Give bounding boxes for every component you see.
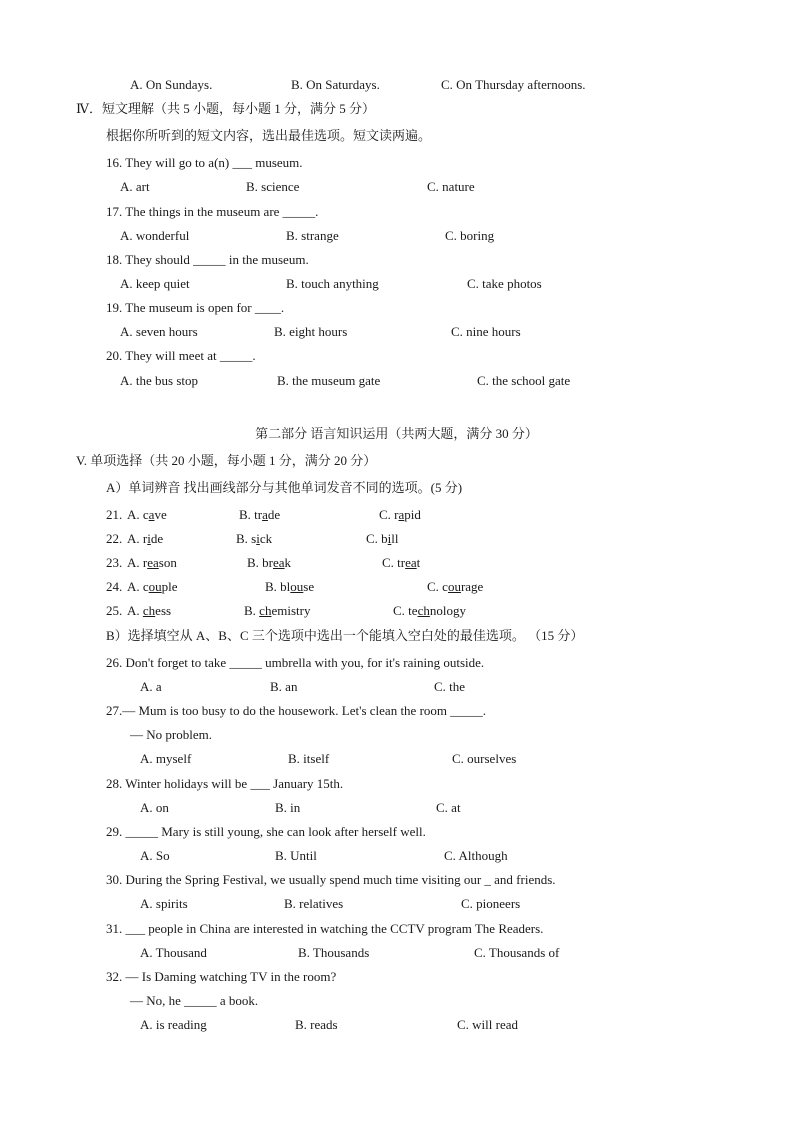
option-16-c: C. nature bbox=[427, 179, 475, 194]
option-18-b: B. touch anything bbox=[286, 276, 379, 291]
option-30-b: B. relatives bbox=[284, 896, 344, 911]
option-15-c: C. On Thursday afternoons. bbox=[441, 77, 586, 92]
underlined-letters: i bbox=[256, 531, 260, 546]
option-30-c: C. pioneers bbox=[461, 896, 521, 911]
underlined-letters: ea bbox=[147, 555, 159, 570]
question-16-stem: 16. They will go to a(n) ___ museum. bbox=[106, 155, 303, 170]
option-17-c: C. boring bbox=[445, 228, 495, 243]
underlined-letters: ch bbox=[417, 603, 430, 618]
phonics-25-option-a: A. chess bbox=[127, 603, 172, 618]
option-20-b: B. the museum gate bbox=[277, 373, 381, 388]
section-v-heading: V. 单项选择（共 20 小题，每小题 1 分，满分 20 分） bbox=[76, 453, 377, 468]
option-19-b: B. eight hours bbox=[274, 324, 348, 339]
question-18-stem: 18. They should _____ in the museum. bbox=[106, 252, 309, 267]
option-26-b: B. an bbox=[270, 679, 298, 694]
sub-a-instruction: A）单词辨音 找出画线部分与其他单词发音不同的选项。(5 分) bbox=[106, 480, 463, 495]
phonics-21-option-a: A. cave bbox=[127, 507, 167, 522]
phonics-21-option-c: C. rapid bbox=[379, 507, 421, 522]
question-19-stem: 19. The museum is open for ____. bbox=[106, 300, 285, 315]
phonics-21-number: 21. bbox=[106, 507, 123, 522]
option-31-b: B. Thousands bbox=[298, 945, 370, 960]
question-32-reply: — No, he _____ a book. bbox=[130, 993, 259, 1008]
option-28-a: A. on bbox=[140, 800, 169, 815]
underlined-letters: ou bbox=[148, 579, 162, 594]
section-iv-heading: Ⅳ．短文理解（共 5 小题，每小题 1 分，满分 5 分） bbox=[76, 101, 375, 116]
phonics-24-option-c: C. courage bbox=[427, 579, 484, 594]
option-29-a: A. So bbox=[140, 848, 170, 863]
question-29-stem: 29. _____ Mary is still young, she can look after herself well. bbox=[106, 824, 426, 839]
option-31-a: A. Thousand bbox=[140, 945, 207, 960]
sub-b-instruction: B）选择填空从 A、B、C 三个选项中选出一个能填入空白处的最佳选项。 （15 分） bbox=[106, 628, 584, 643]
phonics-23-option-b: B. break bbox=[247, 555, 292, 570]
phonics-21-option-b: B. trade bbox=[239, 507, 281, 522]
underlined-letters: a bbox=[398, 507, 405, 522]
option-18-c: C. take photos bbox=[467, 276, 542, 291]
question-31-stem: 31. ___ people in China are interested in watching the CCTV program The Readers. bbox=[106, 921, 544, 936]
option-29-b: B. Until bbox=[275, 848, 317, 863]
question-17-stem: 17. The things in the museum are _____. bbox=[106, 204, 319, 219]
option-29-c: C. Although bbox=[444, 848, 508, 863]
option-20-a: A. the bus stop bbox=[120, 373, 198, 388]
option-32-b: B. reads bbox=[295, 1017, 338, 1032]
phonics-23-option-a: A. reason bbox=[127, 555, 177, 570]
option-31-c: C. Thousands of bbox=[474, 945, 560, 960]
phonics-24-option-b: B. blouse bbox=[265, 579, 315, 594]
option-32-c: C. will read bbox=[457, 1017, 519, 1032]
underlined-letters: ch bbox=[142, 603, 156, 618]
option-19-a: A. seven hours bbox=[120, 324, 198, 339]
question-30-stem: 30. During the Spring Festival, we usually spend much time visiting our _ and friends. bbox=[106, 872, 556, 887]
option-18-a: A. keep quiet bbox=[120, 276, 190, 291]
underlined-letters: ea bbox=[405, 555, 417, 570]
option-17-b: B. strange bbox=[286, 228, 339, 243]
part-2-title: 第二部分 语言知识运用（共两大题，满分 30 分） bbox=[255, 426, 538, 441]
option-17-a: A. wonderful bbox=[120, 228, 190, 243]
option-16-a: A. art bbox=[120, 179, 150, 194]
phonics-22-option-c: C. bill bbox=[366, 531, 399, 546]
option-16-b: B. science bbox=[246, 179, 300, 194]
phonics-23-number: 23. bbox=[106, 555, 123, 570]
phonics-25-option-b: B. chemistry bbox=[244, 603, 311, 618]
option-27-b: B. itself bbox=[288, 751, 330, 766]
phonics-23-option-c: C. treat bbox=[382, 555, 421, 570]
underlined-letters: a bbox=[148, 507, 155, 522]
question-28-stem: 28. Winter holidays will be ___ January 15th. bbox=[106, 776, 344, 791]
underlined-letters: ch bbox=[259, 603, 272, 618]
option-27-a: A. myself bbox=[140, 751, 192, 766]
phonics-22-number: 22. bbox=[106, 531, 123, 546]
option-19-c: C. nine hours bbox=[451, 324, 521, 339]
underlined-letters: ea bbox=[273, 555, 285, 570]
phonics-24-number: 24. bbox=[106, 579, 123, 594]
phonics-24-option-a: A. couple bbox=[127, 579, 178, 594]
question-27-stem: 27.— Mum is too busy to do the housework. Let's clean the room _____. bbox=[106, 703, 487, 718]
option-28-c: C. at bbox=[436, 800, 461, 815]
option-20-c: C. the school gate bbox=[477, 373, 571, 388]
option-28-b: B. in bbox=[275, 800, 301, 815]
option-32-a: A. is reading bbox=[140, 1017, 207, 1032]
phonics-22-option-a: A. ride bbox=[127, 531, 164, 546]
option-30-a: A. spirits bbox=[140, 896, 188, 911]
option-15-b: B. On Saturdays. bbox=[291, 77, 380, 92]
question-27-reply: — No problem. bbox=[130, 727, 212, 742]
phonics-25-number: 25. bbox=[106, 603, 123, 618]
underlined-letters: ou bbox=[290, 579, 304, 594]
underlined-letters: ou bbox=[447, 579, 461, 594]
question-20-stem: 20. They will meet at _____. bbox=[106, 348, 256, 363]
phonics-25-option-c: C. technology bbox=[393, 603, 466, 618]
underlined-letters: i bbox=[147, 531, 151, 546]
option-26-a: A. a bbox=[140, 679, 162, 694]
question-26-stem: 26. Don't forget to take _____ umbrella with you, for it's raining outside. bbox=[106, 655, 485, 670]
option-27-c: C. ourselves bbox=[452, 751, 517, 766]
question-32-stem: 32. — Is Daming watching TV in the room? bbox=[106, 969, 337, 984]
option-26-c: C. the bbox=[434, 679, 466, 694]
phonics-22-option-b: B. sick bbox=[236, 531, 273, 546]
section-iv-instruction: 根据你所听到的短文内容，选出最佳选项。短文读两遍。 bbox=[106, 128, 432, 143]
underlined-letters: a bbox=[262, 507, 268, 522]
option-15-a: A. On Sundays. bbox=[130, 77, 213, 92]
underlined-letters: i bbox=[387, 531, 392, 546]
